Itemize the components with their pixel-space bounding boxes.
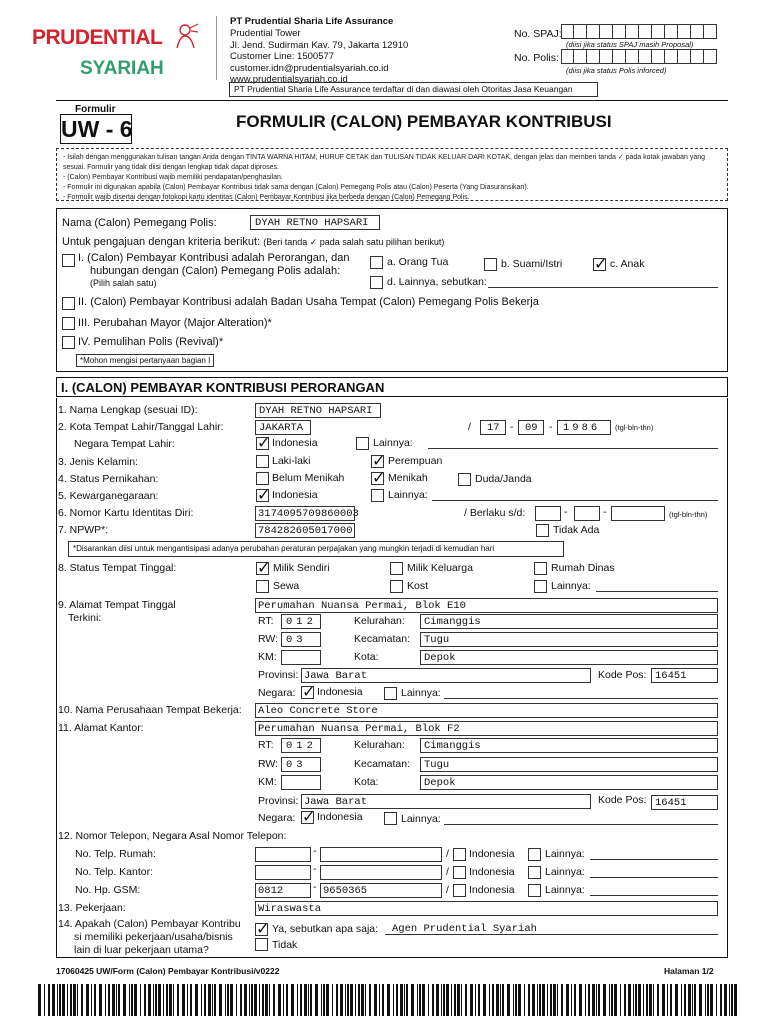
home-kel-label: Kelurahan: <box>354 615 405 627</box>
home-country-other: Lainnya: <box>401 687 441 699</box>
form-label: Formulir <box>75 104 116 115</box>
home-country-other-checkbox[interactable] <box>384 687 397 700</box>
q14-label: 14. Apakah (Calon) Pembayar Kontribu <box>58 918 241 930</box>
tel-office-other-input[interactable] <box>590 877 718 878</box>
tel-hp-area-value: 0812 <box>258 885 284 897</box>
tel-home-other-checkbox[interactable] <box>528 848 541 861</box>
other-job-yes: Ya, sebutkan apa saja: <box>272 923 379 935</box>
other-job-value: Agen Prudential Syariah <box>392 923 537 935</box>
official-label: Rumah Dinas <box>551 562 615 574</box>
home-rt: 012 <box>286 616 317 628</box>
office-rw-label: RW: <box>258 758 279 770</box>
tel-hp-indonesia: Indonesia <box>469 884 515 896</box>
q11-label: 11. Alamat Kantor: <box>58 722 144 734</box>
own-checkbox[interactable] <box>256 562 269 575</box>
q14-label-2: si memiliki pekerjaan/usaha/bisnis <box>74 931 233 943</box>
home-country-indonesia-checkbox[interactable] <box>301 686 314 699</box>
office-rw: 03 <box>286 759 307 771</box>
rent-label: Sewa <box>273 580 300 592</box>
office-country-indonesia-checkbox[interactable] <box>301 811 314 824</box>
option2-label: II. (Calon) Pembayar Kontribusi adalah Badan Usaha Tempat (Calon) Pemegang Polis Bekerja <box>78 296 539 308</box>
tel-hp-other-input[interactable] <box>590 895 718 896</box>
office-rt: 012 <box>286 740 317 752</box>
q7-label: 7. NPWP*: <box>58 524 109 536</box>
barcode-icon <box>38 984 738 1016</box>
q2-label: 2. Kota Tempat Lahir/Tanggal Lahir: <box>58 421 224 433</box>
tel-hp-other: Lainnya: <box>545 884 585 896</box>
footer-code: 17060425 UW/Form (Calon) Pembayar Kontribusi/v0222 <box>56 966 280 976</box>
birth-country-other-input[interactable] <box>428 448 718 449</box>
tel-office-area[interactable] <box>255 865 311 880</box>
home-km-field[interactable] <box>281 650 321 665</box>
office-km-label: KM: <box>258 776 277 788</box>
home-country-indonesia: Indonesia <box>317 686 363 698</box>
citizen-other-checkbox[interactable] <box>371 489 384 502</box>
rel-c-label: c. Anak <box>610 258 645 270</box>
tel-home-number[interactable] <box>320 847 442 862</box>
q1-label: 1. Nama Lengkap (sesuai ID): <box>58 404 198 416</box>
valid-until-label: / Berlaku s/d: <box>464 507 526 519</box>
office-km-field[interactable] <box>281 775 321 790</box>
q6-label: 6. Nomor Kartu Identitas Diri: <box>58 507 194 519</box>
polis-note: (diisi jika status Polis inforced) <box>566 66 667 75</box>
instructions-box: - Isilah dengan menggunakan tulisan tangan Anda dengan TINTA WARNA HITAM, HURUF CETAK dan TULISAN TIDAK KELUAR DARI KOTAK, dengan jelas dan memberi tanda ✓ pada kotak jawaban yang sesuai. Formulir yang tidak diisi dengan lengkap tidak dapat diproses. - (Calon) Pembayar Kontribusi wajib memiliki pendapatan/penghasilan. - Formulir ini digunakan apabila (Calon) Pembayar Kontribusi tidak sama dengan (Calon) Pemegang Polis atau (Calon) Peserta (Yang Diasuransikan). - Formulir wajib disertai dengan fotokopi kartu identitas (Calon) Pembayar Kontribusi jika berbeda dengan (Calon) Pemegang Polis. <box>56 148 728 201</box>
married-label: Menikah <box>388 472 428 484</box>
other-job-no-checkbox[interactable] <box>255 938 268 951</box>
company-name: PT Prudential Sharia Life Assurance <box>230 16 394 27</box>
office-country-other-input[interactable] <box>444 824 718 825</box>
female-label: Perempuan <box>388 455 443 467</box>
q13-label: 13. Pekerjaan: <box>58 902 126 914</box>
tel-office-other-checkbox[interactable] <box>528 866 541 879</box>
citizen-indonesia: Indonesia <box>272 489 318 501</box>
widow-checkbox[interactable] <box>458 473 471 486</box>
dob-year: 1986 <box>563 422 601 434</box>
office-zip: 16451 <box>655 797 687 809</box>
tel-hp-number-value: 9650365 <box>323 885 368 897</box>
office-rt-label: RT: <box>258 739 274 751</box>
q3-label: 3. Jenis Kelamin: <box>58 456 138 468</box>
no-npwp-checkbox[interactable] <box>536 524 549 537</box>
valid-month-field[interactable] <box>574 506 600 521</box>
q14-label-3: lain di luar pekerjaan utama? <box>74 944 209 956</box>
office-kec-label: Kecamatan: <box>354 758 411 770</box>
home-rw-label: RW: <box>258 633 279 645</box>
section1-title: I. (CALON) PEMBAYAR KONTRIBUSI PERORANGAN <box>56 377 728 397</box>
rel-b-label: b. Suami/Istri <box>501 258 563 270</box>
form-code: UW - 6 <box>61 116 133 142</box>
office-country-other-checkbox[interactable] <box>384 812 397 825</box>
polis-label: No. Polis: <box>514 52 559 64</box>
criteria-label: Untuk pengajuan dengan kriteria berikut: (Beri tanda ✓ pada salah satu pilihan berikut) <box>62 236 445 248</box>
job-value: Wiraswasta <box>258 903 322 915</box>
office-country-other: Lainnya: <box>401 813 441 825</box>
job-field[interactable] <box>255 901 718 916</box>
spaj-label: No. SPAJ: <box>514 28 562 40</box>
office-kel: Cimanggis <box>424 740 481 752</box>
home-kec-field[interactable] <box>420 632 718 647</box>
office-kec: Tugu <box>424 759 450 771</box>
office-prov: Jawa Barat <box>304 796 368 808</box>
home-country-other-input[interactable] <box>444 698 718 699</box>
home-km-label: KM: <box>258 651 277 663</box>
birth-country-other: Lainnya: <box>373 437 413 449</box>
brand-logo: PRUDENTIAL <box>32 26 163 49</box>
option4-checkbox[interactable] <box>62 336 75 349</box>
home-zip-label: Kode Pos: <box>598 669 647 681</box>
own-label: Milik Sendiri <box>273 562 330 574</box>
tel-office-label: No. Telp. Kantor: <box>75 866 154 878</box>
option3-label: III. Perubahan Mayor (Major Alteration)* <box>78 317 272 329</box>
home-address-value: Perumahan Nuansa Permai, Blok E10 <box>258 600 466 612</box>
rel-d-checkbox[interactable] <box>370 276 383 289</box>
office-kota: Depok <box>424 777 456 789</box>
spaj-note: (diisi jika status SPAJ masih Proposal) <box>566 40 694 49</box>
rel-a-label: a. Orang Tua <box>387 256 449 268</box>
tel-office-indonesia-checkbox[interactable] <box>453 866 466 879</box>
residence-other-input[interactable] <box>596 591 718 592</box>
rel-d-label: d. Lainnya, sebutkan: <box>387 276 487 288</box>
home-prov: Jawa Barat <box>304 670 368 682</box>
kost-label: Kost <box>407 580 429 592</box>
home-zip: 16451 <box>655 670 687 682</box>
citizen-other: Lainnya: <box>388 489 428 501</box>
tel-home-area[interactable] <box>255 847 311 862</box>
polis-input[interactable] <box>561 49 717 64</box>
company-address: Prudential Tower Jl. Jend. Sudirman Kav. 79, Jakarta 12910 Customer Line: 1500577 customer.idn@prudentialsyariah.co.id www.prudentialsyariah.co.id <box>230 28 409 85</box>
npwp-value: 784282605017000 <box>258 525 353 537</box>
q9-label: 9. Alamat Tempat Tinggal <box>58 599 176 611</box>
home-kel: Cimanggis <box>424 616 481 628</box>
tel-home-label: No. Telp. Rumah: <box>75 848 156 860</box>
option4-label: IV. Pemulihan Polis (Revival)* <box>78 336 224 348</box>
home-kota: Depok <box>424 652 456 664</box>
option1-label: I. (Calon) Pembayar Kontribusi adalah Perorangan, dan <box>78 252 350 264</box>
birth-country-label: Negara Tempat Lahir: <box>74 438 175 450</box>
male-label: Laki-laki <box>272 455 311 467</box>
other-job-no: Tidak <box>272 939 298 951</box>
option1-hint: (Pilih salah satu) <box>90 278 157 288</box>
option1-checkbox[interactable] <box>62 254 75 267</box>
no-npwp-label: Tidak Ada <box>553 524 600 536</box>
birth-country-indonesia-checkbox[interactable] <box>256 437 269 450</box>
id-number-value: 3174095709860003 <box>258 508 359 520</box>
home-prov-label: Provinsi: <box>258 669 299 681</box>
rent-checkbox[interactable] <box>256 580 269 593</box>
home-kec: Tugu <box>424 634 450 646</box>
q8-label: 8. Status Tempat Tinggal: <box>58 562 177 574</box>
holder-label: Nama (Calon) Pemegang Polis: <box>62 217 217 229</box>
tel-hp-label: No. Hp. GSM: <box>75 884 141 896</box>
q10-label: 10. Nama Perusahaan Tempat Bekerja: <box>58 704 242 716</box>
option3-checkbox[interactable] <box>62 317 75 330</box>
kost-checkbox[interactable] <box>390 580 403 593</box>
male-checkbox[interactable] <box>256 455 269 468</box>
female-checkbox[interactable] <box>371 455 384 468</box>
office-kel-label: Kelurahan: <box>354 739 405 751</box>
tel-home-indonesia: Indonesia <box>469 848 515 860</box>
home-rw: 03 <box>286 634 307 646</box>
official-checkbox[interactable] <box>534 562 547 575</box>
dob-day: 17 <box>487 422 500 434</box>
holder-name-value: DYAH RETNO HAPSARI <box>255 217 369 229</box>
tel-office-number[interactable] <box>320 865 442 880</box>
full-name-value: DYAH RETNO HAPSARI <box>259 405 373 417</box>
office-prov-label: Provinsi: <box>258 795 299 807</box>
lady-logo-icon <box>172 20 200 50</box>
page-title: FORMULIR (CALON) PEMBAYAR KONTRIBUSI <box>236 112 612 131</box>
widow-label: Duda/Janda <box>475 473 532 485</box>
home-rt-label: RT: <box>258 615 274 627</box>
tel-home-other-input[interactable] <box>590 859 718 860</box>
residence-other-label: Lainnya: <box>551 580 591 592</box>
home-country-label: Negara: <box>258 687 296 699</box>
npwp-note: *Disarankan diisi untuk mengantisipasi adanya perubahan peraturan perpajakan yang mungkin terjadi di kemudian hari <box>68 541 564 557</box>
tel-office-other: Lainnya: <box>545 866 585 878</box>
single-checkbox[interactable] <box>256 472 269 485</box>
ojk-notice: PT Prudential Sharia Life Assurance terdaftar di dan diawasi oleh Otoritas Jasa Keuangan <box>229 82 598 97</box>
single-label: Belum Menikah <box>272 472 345 484</box>
family-label: Milik Keluarga <box>407 562 473 574</box>
rel-b-checkbox[interactable] <box>484 258 497 271</box>
valid-year-field[interactable] <box>611 506 665 521</box>
married-checkbox[interactable] <box>371 472 384 485</box>
office-kota-field[interactable] <box>420 775 718 790</box>
tel-hp-other-checkbox[interactable] <box>528 884 541 897</box>
home-kota-label: Kota: <box>354 651 379 663</box>
valid-day-field[interactable] <box>535 506 561 521</box>
company-value: Aleo Concrete Store <box>258 705 378 717</box>
footer-page: Halaman 1/2 <box>664 966 714 976</box>
birth-city-value: JAKARTA <box>259 422 304 434</box>
valid-format: (tgl-bln-thn) <box>669 510 708 519</box>
residence-other-checkbox[interactable] <box>534 580 547 593</box>
option-note: *Mohon mengisi pertanyaan bagian I <box>76 354 214 367</box>
dob-format: (tgl-bln-thn) <box>615 423 654 432</box>
tel-hp-indonesia-checkbox[interactable] <box>453 884 466 897</box>
tel-office-indonesia: Indonesia <box>469 866 515 878</box>
tel-home-other: Lainnya: <box>545 848 585 860</box>
home-kec-label: Kecamatan: <box>354 633 411 645</box>
birth-country-indonesia: Indonesia <box>272 437 318 449</box>
office-country-label: Negara: <box>258 812 296 824</box>
option1-label-2: hubungan dengan (Calon) Pemegang Polis adalah: <box>90 265 341 277</box>
brand-sub: SYARIAH <box>80 58 164 79</box>
birth-country-other-checkbox[interactable] <box>356 437 369 450</box>
family-checkbox[interactable] <box>390 562 403 575</box>
spaj-input[interactable] <box>561 24 717 39</box>
q9-label-2: Terkini: <box>68 612 102 624</box>
citizen-indonesia-checkbox[interactable] <box>256 489 269 502</box>
rel-d-input[interactable] <box>488 287 718 288</box>
office-country-indonesia: Indonesia <box>317 811 363 823</box>
rel-a-checkbox[interactable] <box>370 256 383 269</box>
office-kec-field[interactable] <box>420 757 718 772</box>
tel-home-indonesia-checkbox[interactable] <box>453 848 466 861</box>
office-address-value: Perumahan Nuansa Permai, Blok F2 <box>258 723 460 735</box>
option2-checkbox[interactable] <box>62 297 75 310</box>
office-kota-label: Kota: <box>354 776 379 788</box>
home-kota-field[interactable] <box>420 650 718 665</box>
other-job-yes-checkbox[interactable] <box>255 923 268 936</box>
q12-label: 12. Nomor Telepon, Negara Asal Nomor Telepon: <box>58 830 287 842</box>
q5-label: 5. Kewarganegaraan: <box>58 490 159 502</box>
office-zip-label: Kode Pos: <box>598 794 647 806</box>
dob-month: 09 <box>525 422 538 434</box>
q4-label: 4. Status Pernikahan: <box>58 473 159 485</box>
citizen-other-input[interactable] <box>432 500 718 501</box>
rel-c-checkbox[interactable] <box>593 258 606 271</box>
